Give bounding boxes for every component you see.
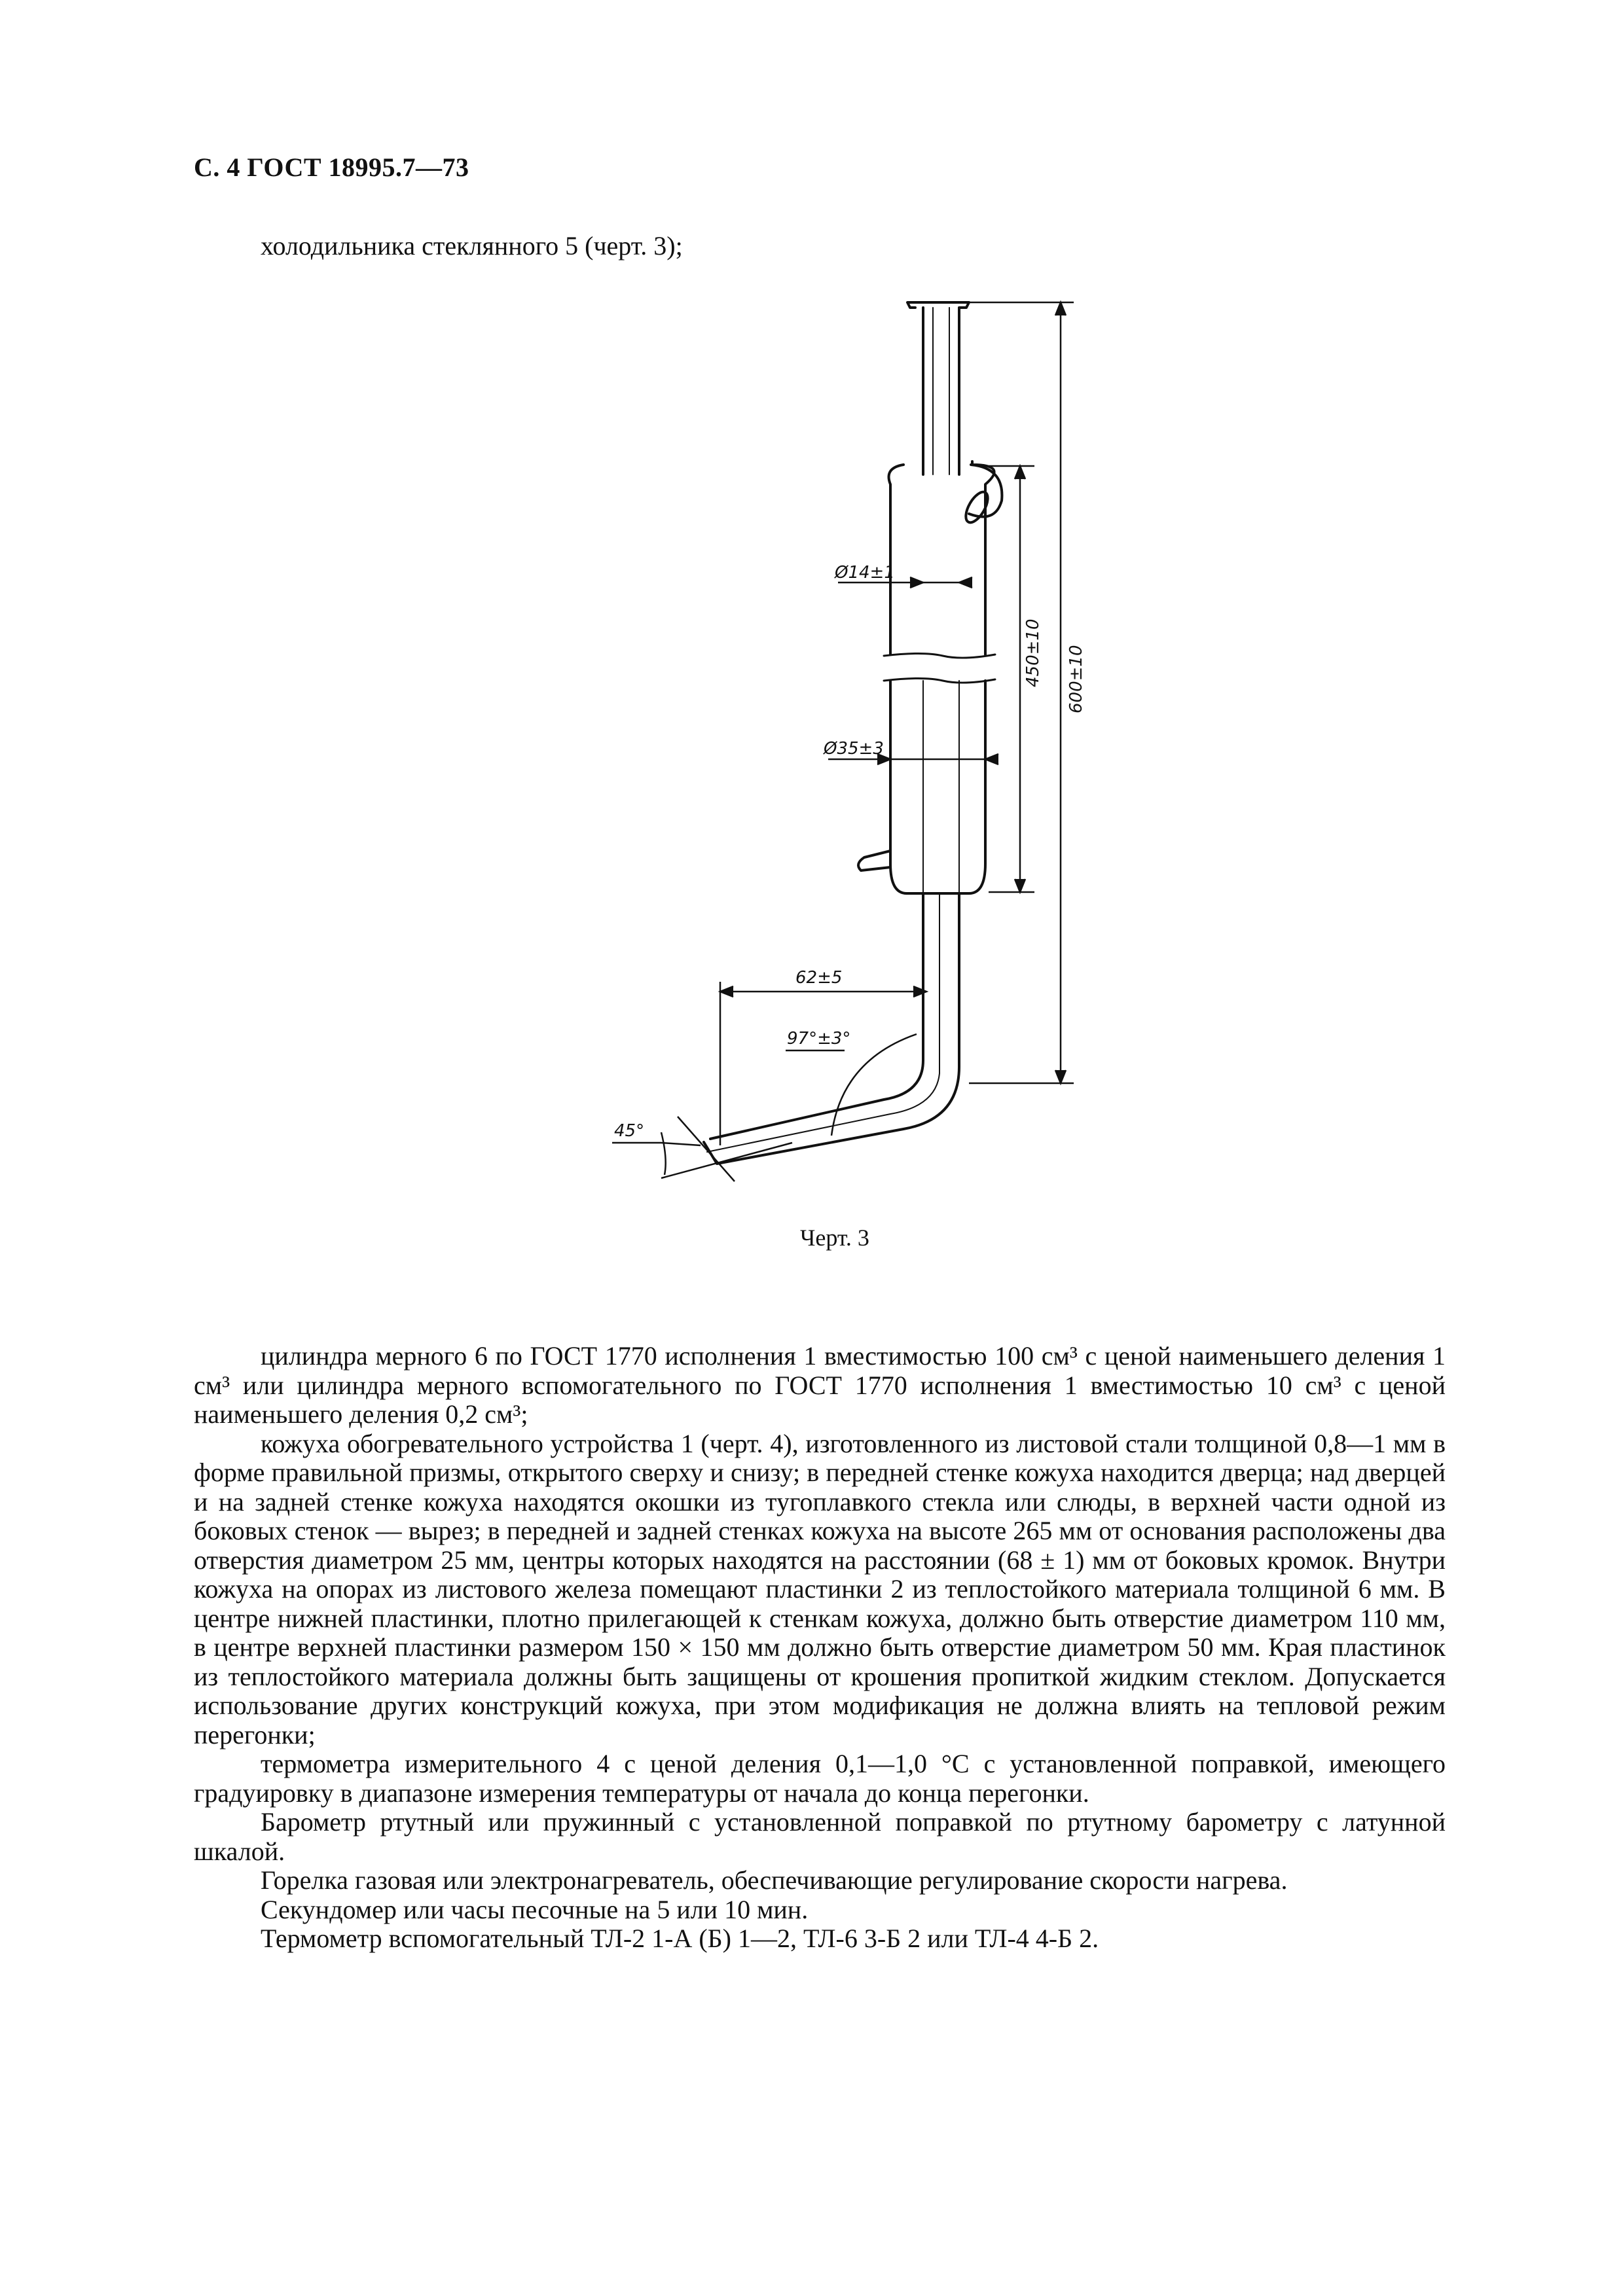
figure-caption: Черт. 3 <box>800 1225 869 1251</box>
break-line <box>884 654 995 683</box>
paragraph: Термометр вспомогательный ТЛ-2 1-А (Б) 1—2, ТЛ-6 3-Б 2 или ТЛ-4 4-Б 2. <box>261 1924 1099 1953</box>
paragraph: кожуха обогревательного устройства 1 (черт. 4), изготовленного из листовой стали толщиной 0,8—1 мм в форме правильной призмы, открытого сверху и снизу; в передней стенке кожуха находится дверца; над дверцей и на задней стенке кожуха находятся окошки из тугоплавкого стекла или слюды, в верхней части одной из боковых стенок — вырез; в передней и задней стенках кожуха на высоте 265 мм от основания расположены два отверстия диаметром 25 мм, центры которых находятся на расстоянии (68 ± 1) мм от боковых кромок. Внутри кожуха на опорах из листового железа помещают пластинки 2 из теплостойкого материала толщиной 6 мм. В центре нижней пластинки, плотно прилегающей к стенкам кожуха, должно быть отверстие диаметром 110 мм, в центре верхней пластинки размером 150 × 150 мм должно быть отверстие диаметром 50 мм. Края пластинок из теплостойкого материала должны быть защищены от крошения пропиткой жидким стеклом. Допускается использование других конструкций кожуха, при этом модификация не должна влиять на тепловой режим перегонки; <box>194 1428 1446 1749</box>
tube-top <box>907 302 969 475</box>
dim-angle97: 97°±3° <box>787 1029 851 1049</box>
paragraph: Барометр ртутный или пружинный с установленной поправкой по ртутному барометру с латунной шкалой. <box>194 1807 1446 1866</box>
jacket-upper <box>889 461 994 655</box>
side-nipple <box>858 851 890 870</box>
paragraph: Горелка газовая или электронагреватель, обеспечивающие регулирование скорости нагрева. <box>261 1865 1288 1895</box>
page-header: С. 4 ГОСТ 18995.7—73 <box>194 152 469 182</box>
dim-len450: 450±10 <box>1023 619 1043 687</box>
tube-inner-lower <box>923 681 959 893</box>
paragraph: Секундомер или часы песочные на 5 или 10 мин. <box>261 1894 809 1924</box>
paragraph: термометра измерительного 4 с ценой деления 0,1—1,0 °С с установленной поправкой, имеющего градуировку в диапазоне измерения температуры от начала до конца перегонки. <box>194 1749 1446 1808</box>
dim-angle45: 45° <box>614 1121 645 1141</box>
jacket-lower <box>890 681 985 893</box>
dim-d35: Ø35±3 <box>824 739 884 759</box>
tube-inner-top <box>933 308 949 475</box>
paragraph: цилиндра мерного 6 по ГОСТ 1770 исполнения 1 вместимостью 100 см³ с ценой наименьшего деления 1 см³ или цилиндра мерного вспомогательного по ГОСТ 1770 исполнения 1 вместимостью 10 см³ с ценой наименьшего деления 0,2 см³; <box>194 1341 1446 1429</box>
dim-d14: Ø14±1 <box>835 563 895 583</box>
dim-offset62: 62±5 <box>795 968 843 988</box>
lead-text: холодильника стеклянного 5 (черт. 3); <box>261 231 683 260</box>
dim-len600: 600±10 <box>1067 645 1086 713</box>
outlet-ring <box>962 488 993 526</box>
condenser-drawing-svg <box>576 288 1100 1230</box>
body-text <box>194 1342 1446 1954</box>
condenser-drawing <box>576 288 1100 1230</box>
